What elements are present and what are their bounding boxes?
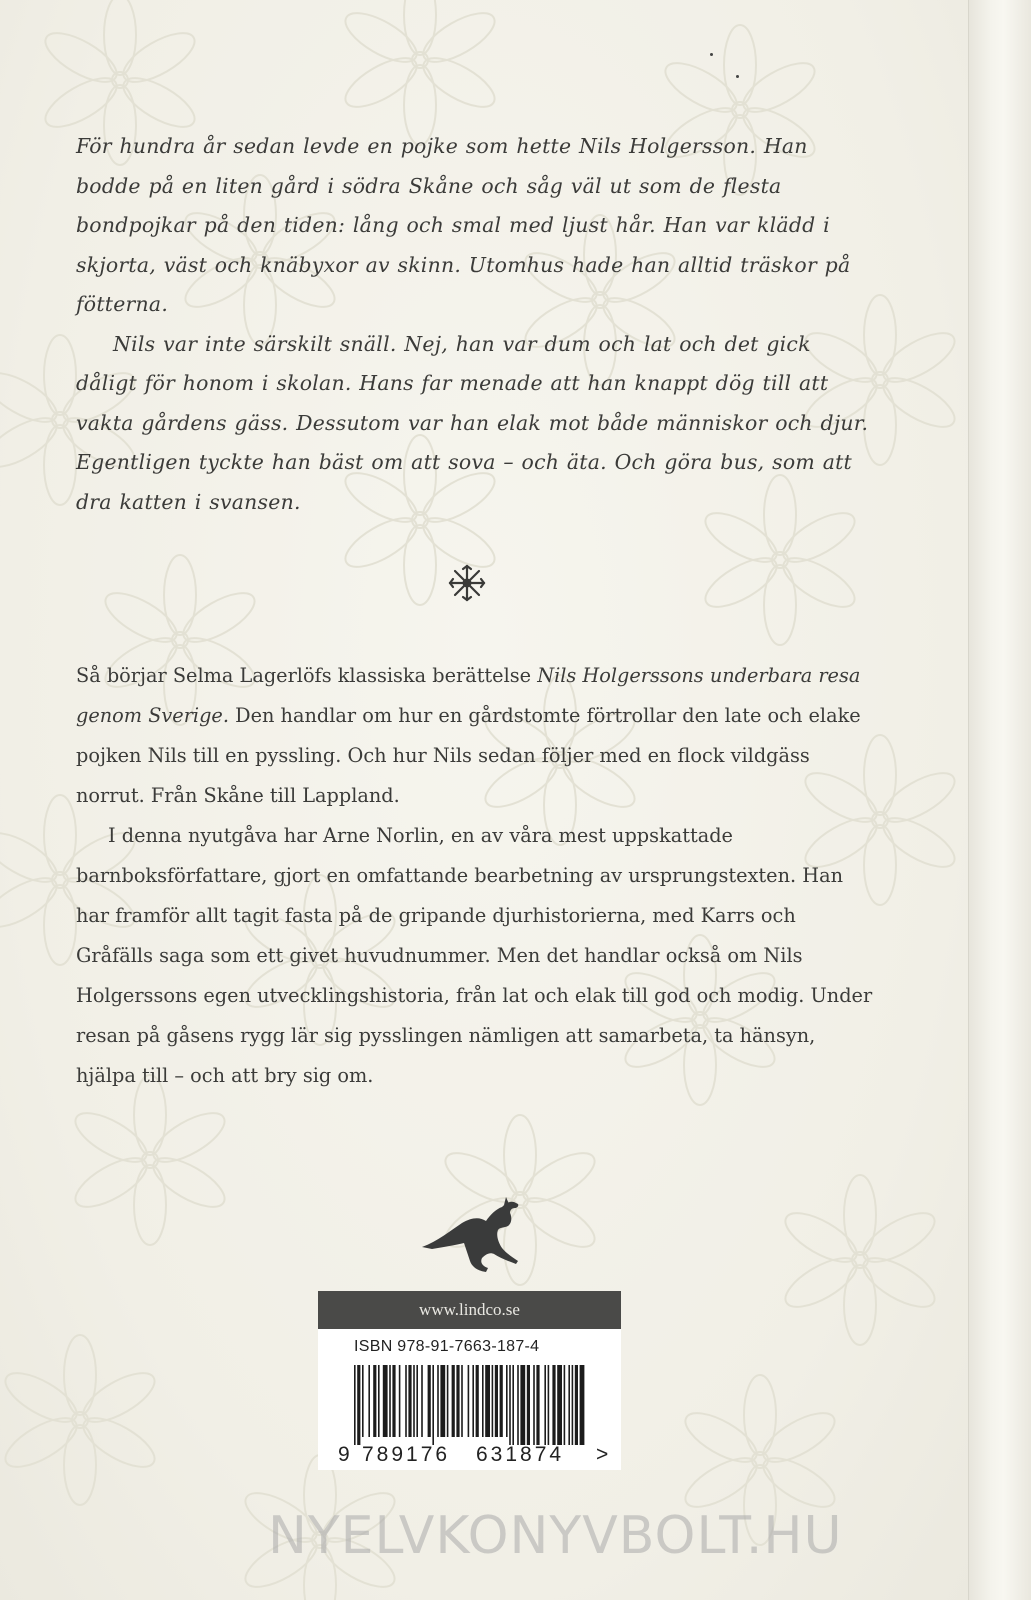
- barcode-bar: [437, 1365, 439, 1437]
- barcode-bar: [520, 1365, 525, 1445]
- barcode-bar: [536, 1365, 539, 1445]
- barcode-bars: [354, 1365, 586, 1445]
- barcode-bar: [472, 1365, 474, 1437]
- barcode-bar: [580, 1365, 585, 1445]
- barcode-bar: [544, 1365, 546, 1445]
- barcode-bar: [564, 1365, 566, 1445]
- barcode-bar: [468, 1365, 470, 1437]
- barcode-digit-prefix: 9: [338, 1443, 350, 1466]
- book-description: [76, 656, 876, 1096]
- barcode-bar: [492, 1365, 494, 1437]
- barcode-bar: [527, 1365, 530, 1445]
- barcode-bar: [354, 1365, 356, 1445]
- barcode-digit-group-1: 789176: [362, 1443, 451, 1466]
- barcode-bar: [533, 1365, 535, 1445]
- barcode-bar: [517, 1365, 519, 1445]
- barcode-bar: [506, 1365, 508, 1437]
- publisher-website: www.lindco.se: [318, 1291, 621, 1329]
- description-lead: Så börjar Selma Lagerlöfs klassiska berättelse: [76, 664, 538, 687]
- barcode-bar: [399, 1365, 401, 1437]
- isbn-number: ISBN 978-91-7663-187-4: [354, 1338, 540, 1355]
- book-title: Nils Holgerssons underbara resa genom Sverige.: [76, 664, 861, 727]
- barcode-bar: [495, 1365, 498, 1437]
- description-paragraph-2: I denna nyutgåva har Arne Norlin, en av våra mest uppskattade barnboksförfattare, gjort en omfattande bearbetning av ursprungstexten. Han har framför allt tagit fasta på de gripande djurhistorierna, med Karrs och Gråfälls saga som ett givet huvudnummer. Men det handlar också om Nils Holgerssons egen utvecklingshistoria, från lat och elak till god och modig. Under resan på gåsens rygg lär sig pysslingen nämligen att samarbeta, ta hänsyn, hjälpa till – och att bry sig om.: [76, 824, 873, 1087]
- barcode-quiet-zone-mark: >: [596, 1443, 609, 1466]
- barcode-bar: [452, 1365, 455, 1437]
- barcode-bar: [476, 1365, 479, 1437]
- barcode-bar: [482, 1365, 484, 1437]
- barcode-bar: [432, 1365, 434, 1445]
- description-paragraph-1: [76, 656, 876, 816]
- intro-paragraph-1: För hundra år sedan levde en pojke som hette Nils Holgersson. Han bodde på en liten gård i södra Skåne och såg väl ut som de flesta bondpojkar på den tiden: lång och smal med ljust hår. Han var klädd i skjorta, väst och knäbyxor av skinn. Utomhus hade han alltid träskor på fötterna.: [76, 134, 851, 316]
- barcode-bar: [512, 1365, 514, 1445]
- barcode-bar: [447, 1365, 449, 1437]
- barcode-bar: [456, 1365, 459, 1437]
- isbn-barcode: [318, 1329, 621, 1470]
- speck: [710, 53, 713, 56]
- barcode-bar: [373, 1365, 376, 1437]
- barcode-bar: [575, 1365, 578, 1445]
- description-continuation: Den handlar om hur en gårdstomte förtrollar den late och elake pojken Nils till en pyssling. Och hur Nils sedan följer med en flock vildgäss norrut. Från Skåne till Lappland.: [76, 704, 861, 807]
- barcode-bar: [572, 1365, 574, 1445]
- intro-excerpt: [76, 127, 876, 522]
- barcode-bar: [440, 1365, 445, 1437]
- kangaroo-logo-icon: [420, 1195, 522, 1277]
- barcode-bar: [421, 1365, 423, 1437]
- barcode-bar: [552, 1365, 555, 1445]
- barcode-digit-group-2: 631874: [476, 1443, 565, 1466]
- barcode-bar: [408, 1365, 411, 1437]
- barcode-bar: [557, 1365, 562, 1445]
- book-spine: [968, 0, 1031, 1600]
- barcode-bar: [362, 1365, 364, 1437]
- barcode-bar: [568, 1365, 570, 1445]
- barcode-bar: [548, 1365, 550, 1445]
- barcode-bar: [392, 1365, 395, 1437]
- barcode-bar: [389, 1365, 391, 1437]
- barcode-bar: [461, 1365, 463, 1437]
- barcode-bar: [428, 1365, 431, 1437]
- barcode-bar: [378, 1365, 380, 1437]
- speck: [736, 75, 739, 78]
- barcode-bar: [368, 1365, 370, 1437]
- intro-paragraph-2: Nils var inte särskilt snäll. Nej, han var dum och lat och det gick dåligt för honom i skolan. Hans far menade att han knappt dög till att vakta gårdens gäss. Dessutom var han elak mot både människor och djur. Egentligen tyckte han bäst om att sova – och äta. Och göra bus, som att dra katten i svansen.: [76, 331, 869, 514]
- barcode-bar: [383, 1365, 388, 1437]
- barcode-digits: [338, 1443, 613, 1467]
- snowflake-ornament-icon: [447, 563, 487, 603]
- barcode-bar: [416, 1365, 418, 1437]
- barcode-bar: [500, 1365, 503, 1437]
- barcode-bar: [509, 1365, 511, 1445]
- barcode-bar: [357, 1365, 360, 1445]
- barcode-bar: [405, 1365, 407, 1437]
- barcode-bar: [413, 1365, 415, 1437]
- barcode-bar: [485, 1365, 490, 1437]
- watermark: NYELVKONYVBOLT.HU: [268, 1506, 843, 1566]
